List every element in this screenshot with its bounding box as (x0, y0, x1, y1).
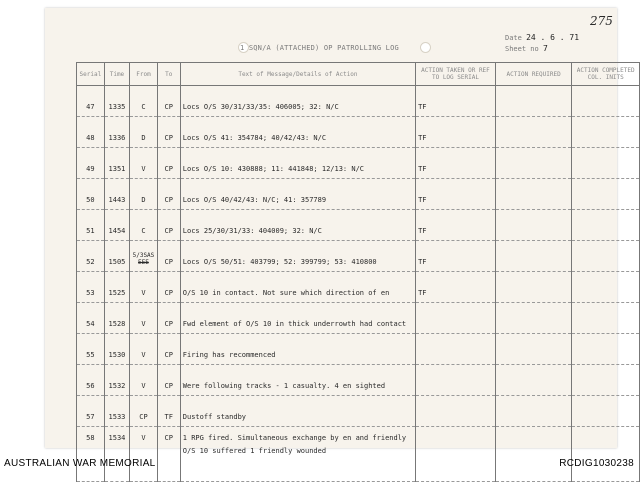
cell-completed (572, 427, 640, 482)
cell-from: V (130, 272, 158, 303)
footer-record-id: RCDIG1030238 (559, 458, 634, 469)
col-serial: Serial (77, 63, 105, 86)
cell-completed (572, 179, 640, 210)
cell-required (495, 272, 572, 303)
cell-text: Fwd element of O/S 10 in thick underrowth had contact (180, 303, 415, 334)
cell-to: CP (157, 365, 180, 396)
cell-from: C (130, 210, 158, 241)
cell-required (495, 427, 572, 482)
cell-time: 1505 (104, 241, 129, 272)
cell-required (495, 365, 572, 396)
date-value: 24 . 6 . 71 (526, 33, 580, 42)
table-row (77, 148, 640, 179)
col-action-required: ACTION REQUIRED (495, 63, 572, 86)
cell-text: Were following tracks - 1 casualty. 4 en sighted (180, 365, 415, 396)
from-struck: EEE (138, 259, 149, 266)
cell-action: TF (416, 210, 496, 241)
cell-serial: 47 (77, 86, 105, 117)
cell-time: 1525 (104, 272, 129, 303)
cell-action (416, 396, 496, 427)
table-row (77, 396, 640, 427)
col-from: From (130, 63, 158, 86)
cell-time: 1336 (104, 117, 129, 148)
cell-to: CP (157, 427, 180, 482)
cell-text: Firing has recommenced (180, 334, 415, 365)
cell-completed (572, 334, 640, 365)
cell-completed (572, 396, 640, 427)
cell-completed (572, 86, 640, 117)
cell-completed (572, 210, 640, 241)
cell-serial: 54 (77, 303, 105, 334)
cell-serial: 50 (77, 179, 105, 210)
col-time: Time (104, 63, 129, 86)
cell-action (416, 427, 496, 482)
cell-serial: 55 (77, 334, 105, 365)
cell-action: TF (416, 179, 496, 210)
cell-to: CP (157, 179, 180, 210)
from-callsign: 5/3SAS (132, 252, 155, 259)
cell-to: CP (157, 148, 180, 179)
cell-text: O/S 10 in contact. Not sure which direction of en (180, 272, 415, 303)
cell-action: TF (416, 117, 496, 148)
table-row (77, 334, 640, 365)
cell-time: 1335 (104, 86, 129, 117)
cell-from (130, 241, 158, 272)
cell-time: 1532 (104, 365, 129, 396)
from-stack (133, 252, 155, 266)
cell-serial: 51 (77, 210, 105, 241)
cell-action: TF (416, 241, 496, 272)
page-number: 275 (590, 14, 613, 28)
cell-serial: 56 (77, 365, 105, 396)
cell-time: 1528 (104, 303, 129, 334)
cell-time: 1443 (104, 179, 129, 210)
sheet-value: 7 (542, 44, 548, 53)
table-row (77, 241, 640, 272)
col-text: Text of Message/Details of Action (180, 63, 415, 86)
cell-required (495, 334, 572, 365)
cell-time: 1534 (104, 427, 129, 482)
table-row (77, 179, 640, 210)
table-row (77, 210, 640, 241)
punch-hole (420, 42, 431, 53)
cell-serial: 52 (77, 241, 105, 272)
cell-required (495, 148, 572, 179)
cell-from: D (130, 179, 158, 210)
cell-completed (572, 365, 640, 396)
cell-from: V (130, 303, 158, 334)
cell-to: TF (157, 396, 180, 427)
cell-required (495, 86, 572, 117)
cell-from: CP (130, 396, 158, 427)
cell-completed (572, 241, 640, 272)
cell-action: TF (416, 148, 496, 179)
cell-action (416, 334, 496, 365)
cell-required (495, 179, 572, 210)
cell-from: V (130, 365, 158, 396)
table-row (77, 427, 640, 482)
cell-completed (572, 148, 640, 179)
table-row (77, 365, 640, 396)
cell-to: CP (157, 303, 180, 334)
cell-text: Locs O/S 10: 430888; 11: 441848; 12/13: N/C (180, 148, 415, 179)
log-table (76, 62, 640, 482)
cell-text: Locs O/S 30/31/33/35: 406005; 32: N/C (180, 86, 415, 117)
col-action-completed: ACTION COMPLETED COL. INITS (572, 63, 640, 86)
cell-required (495, 117, 572, 148)
cell-text: Locs O/S 41: 354784; 40/42/43: N/C (180, 117, 415, 148)
cell-action (416, 365, 496, 396)
cell-text: Locs O/S 50/51: 403799; 52: 399799; 53: 410800 (180, 241, 415, 272)
cell-required (495, 303, 572, 334)
cell-serial: 48 (77, 117, 105, 148)
cell-to: CP (157, 117, 180, 148)
cell-text: Locs O/S 40/42/43: N/C; 41: 357789 (180, 179, 415, 210)
cell-time: 1351 (104, 148, 129, 179)
cell-from: V (130, 334, 158, 365)
cell-to: CP (157, 272, 180, 303)
cell-completed (572, 303, 640, 334)
cell-to: CP (157, 334, 180, 365)
table-row (77, 303, 640, 334)
cell-time: 1533 (104, 396, 129, 427)
cell-serial: 57 (77, 396, 105, 427)
text-line-1: 1 RPG fired. Simultaneous exchange by en and friendly (182, 434, 407, 442)
footer-archive-name: AUSTRALIAN WAR MEMORIAL (4, 458, 156, 469)
cell-to: CP (157, 210, 180, 241)
sheet-label: Sheet no (505, 45, 539, 53)
sheet-line (505, 44, 548, 53)
cell-action: TF (416, 86, 496, 117)
cell-serial: 58 (77, 427, 105, 482)
cell-from: V (130, 427, 158, 482)
cell-required (495, 241, 572, 272)
table-row (77, 86, 640, 117)
cell-text: Locs 25/30/31/33: 404009; 32: N/C (180, 210, 415, 241)
cell-required (495, 210, 572, 241)
date-label: Date (505, 34, 522, 42)
cell-required (495, 396, 572, 427)
table-row (77, 117, 640, 148)
cell-completed (572, 117, 640, 148)
log-title: 1 SQN/A (ATTACHED) OP PATROLLING LOG (240, 44, 399, 52)
cell-text (180, 427, 415, 482)
col-action-taken: ACTION TAKEN OR REF TO LOG SERIAL (416, 63, 496, 86)
col-to: To (157, 63, 180, 86)
text-line-2: O/S 10 suffered 1 friendly wounded (182, 447, 327, 455)
cell-to: CP (157, 241, 180, 272)
table-row (77, 272, 640, 303)
cell-time: 1530 (104, 334, 129, 365)
cell-completed (572, 272, 640, 303)
cell-from: V (130, 148, 158, 179)
cell-action: TF (416, 272, 496, 303)
cell-to: CP (157, 86, 180, 117)
date-line (505, 33, 579, 42)
cell-serial: 53 (77, 272, 105, 303)
cell-from: D (130, 117, 158, 148)
cell-time: 1454 (104, 210, 129, 241)
cell-from: C (130, 86, 158, 117)
table-header (77, 63, 640, 86)
cell-text: Dustoff standby (180, 396, 415, 427)
cell-action (416, 303, 496, 334)
cell-serial: 49 (77, 148, 105, 179)
